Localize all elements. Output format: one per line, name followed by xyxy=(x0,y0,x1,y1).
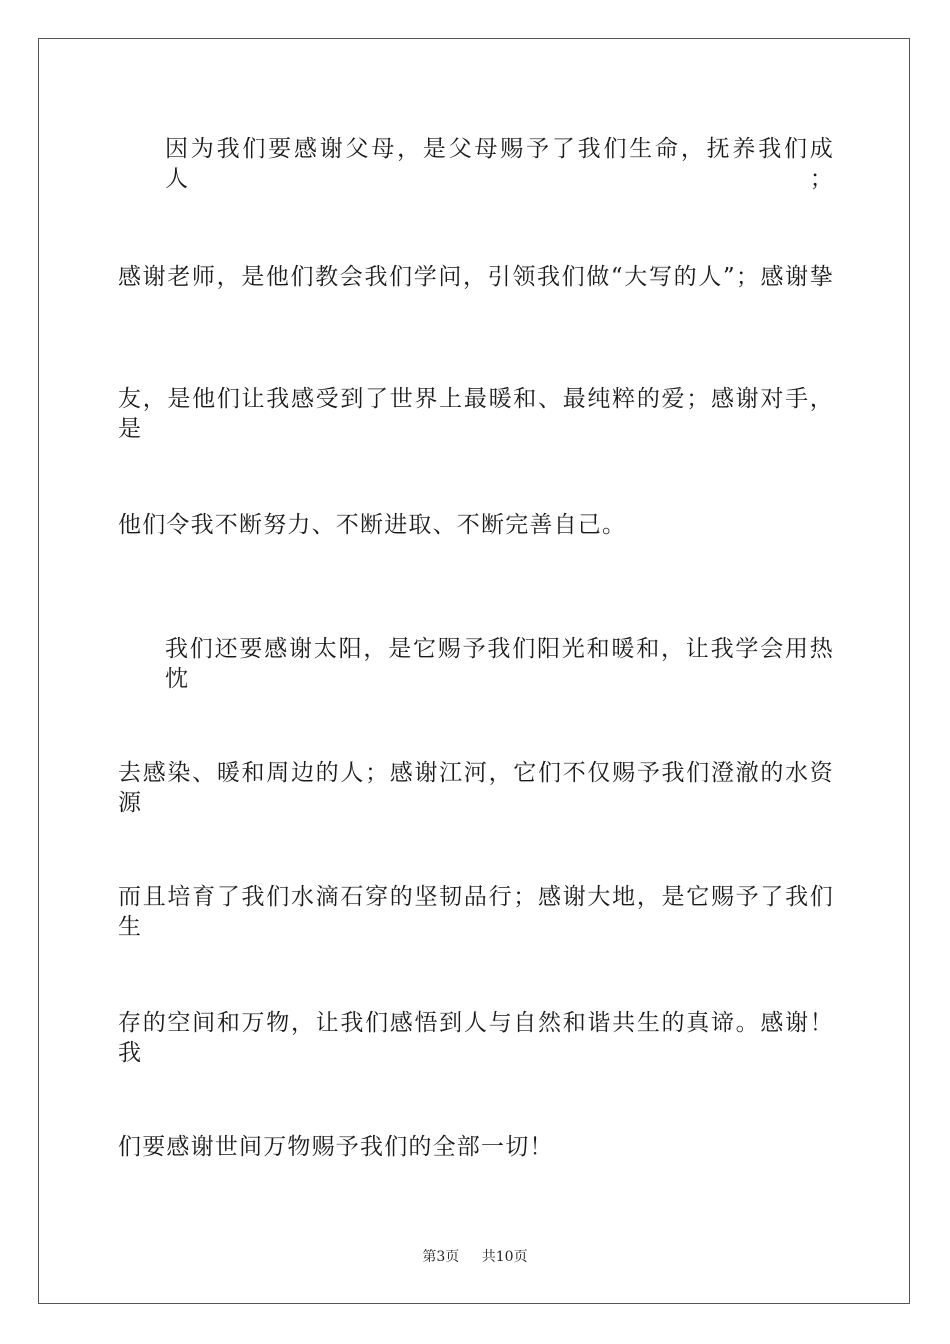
paragraph-2-line-3: 而且培育了我们水滴石穿的坚韧品行；感谢大地，是它赐予了我们生 xyxy=(118,884,834,940)
paragraph-1-line-2: 感谢老师，是他们教会我们学问，引领我们做“大写的人”；感谢挚 xyxy=(118,264,834,290)
page-footer xyxy=(0,1248,950,1266)
paragraph-2-line-5: 们要感谢世间万物赐予我们的全部一切！ xyxy=(118,1134,554,1160)
paragraph-2-line-4: 存的空间和万物，让我们感悟到人与自然和谐共生的真谛。感谢！我 xyxy=(118,1010,834,1066)
paragraph-1-line-4: 他们令我不断努力、不断进取、不断完善自己。 xyxy=(118,512,627,538)
paragraph-2-line-1: 我们还要感谢太阳，是它赐予我们阳光和暖和，让我学会用热忱 xyxy=(165,636,834,692)
paragraph-1-line-3: 友，是他们让我感受到了世界上最暖和、最纯粹的爱；感谢对手，是 xyxy=(118,386,834,442)
page-number-current: 第3页 xyxy=(422,1249,460,1265)
paragraph-1-line-1: 因为我们要感谢父母，是父母赐予了我们生命，抚养我们成人； xyxy=(165,136,834,192)
paragraph-2-line-2: 去感染、暖和周边的人；感谢江河，它们不仅赐予我们澄澈的水资源 xyxy=(118,760,834,816)
page-number-total: 共10页 xyxy=(481,1249,528,1265)
